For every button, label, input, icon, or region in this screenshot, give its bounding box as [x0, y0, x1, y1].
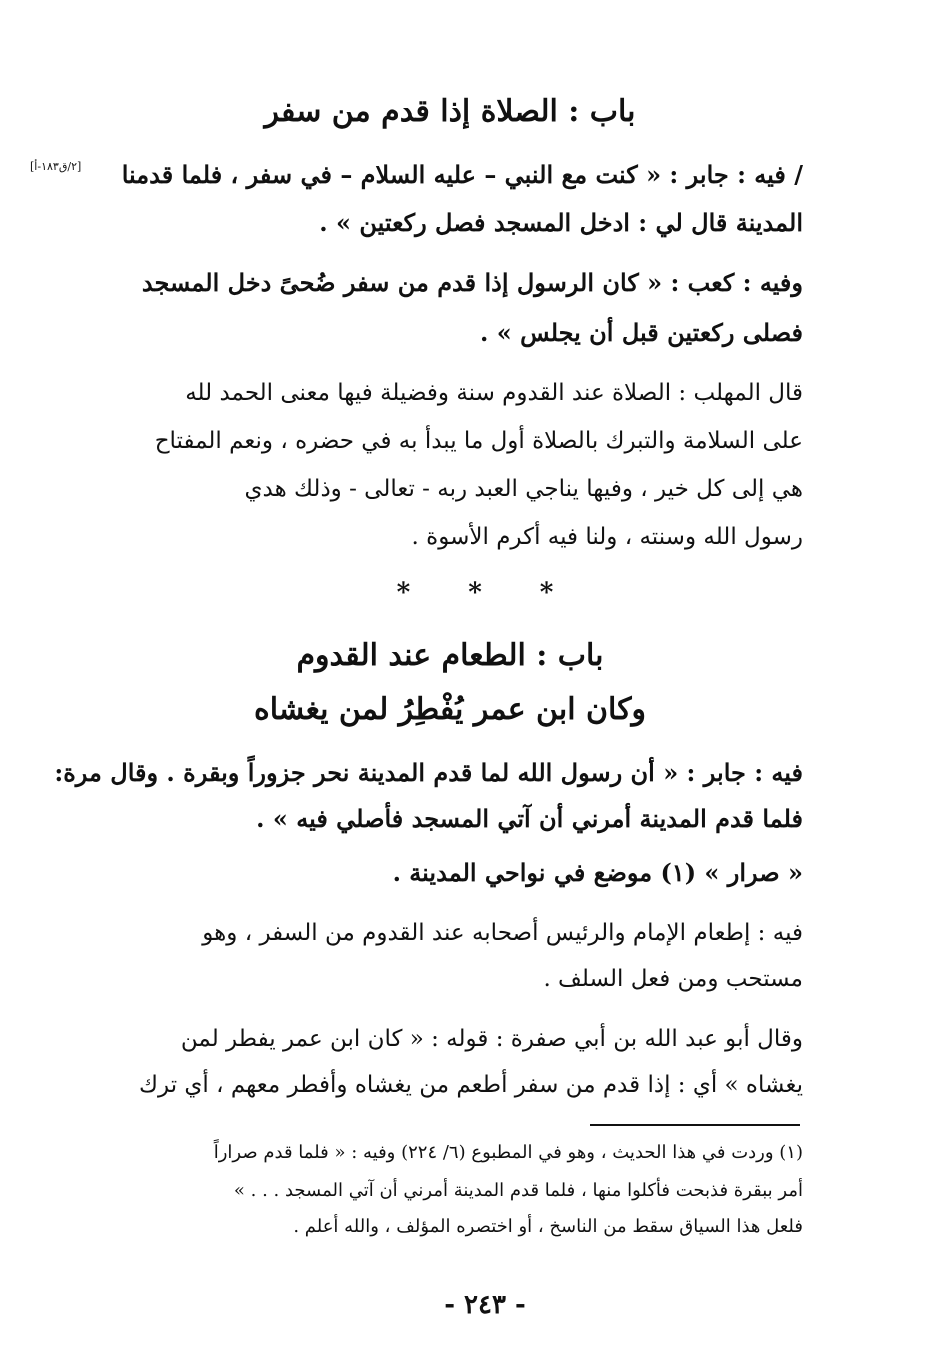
separator-star: * — [468, 578, 482, 608]
commentary-abu-sufra-line-1: وقال أبو عبد الله بن أبي صفرة : قوله : « كان ابن عمر يفطر لمن — [180, 1026, 803, 1052]
footnote-divider — [590, 1124, 800, 1126]
separator-star: * — [539, 578, 554, 608]
chapter-heading-prayer-on-arrival: باب : الصلاة إذا قدم من سفر — [264, 94, 636, 129]
hadith-kaab-line-2: فصلى ركعتين قبل أن يجلس » . — [480, 318, 803, 347]
footnote-line-2: أمر ببقرة فذبحت فأكلوا منها ، فلما قدم المدينة أمرني أن آتي المسجد . . . » — [233, 1180, 803, 1201]
page-number: - ٢٤٣ - — [444, 1290, 526, 1320]
footnote-line-1: (١) وردت في هذا الحديث ، وهو في المطبوع (٦/ ٢٢٤) وفيه : « فلما قدم صراراً — [213, 1142, 803, 1163]
hadith-kaab-line-1: وفيه : كعب : « كان الرسول إذا قدم من سفر ضُحىً دخل المسجد — [141, 268, 803, 297]
commentary-muhallab-line-4: رسول الله وسنته ، ولنا فيه أكرم الأسوة . — [411, 524, 803, 550]
hadith-jabir-camel-line-2: فلما قدم المدينة أمرني أن آتي المسجد فأصلي فيه » . — [256, 804, 803, 833]
manuscript-margin-reference: [٢/ق١٨٣-أ] — [30, 160, 82, 173]
commentary-feeding-line-2: مستحب ومن فعل السلف . — [543, 966, 803, 992]
section-separator — [300, 578, 650, 608]
hadith-jabir-line-2: المدينة قال لي : ادخل المسجد فصل ركعتين » . — [319, 208, 803, 237]
chapter-subheading-ibn-umar: وكان ابن عمر يُفْطِرُ لمن يغشاه — [254, 692, 646, 727]
commentary-abu-sufra-line-2: يغشاه » أي : إذا قدم من سفر أطعم من يغشاه وأفطر معهم ، أي ترك — [139, 1072, 803, 1098]
commentary-muhallab-line-1: قال المهلب : الصلاة عند القدوم سنة وفضيلة فيها معنى الحمد لله — [185, 380, 803, 406]
hadith-jabir-line-1: / فيه : جابر : « كنت مع النبي – عليه السلام – في سفر ، فلما قدمنا — [121, 160, 803, 189]
commentary-muhallab-line-2: على السلامة والتبرك بالصلاة أول ما يبدأ به في حضره ، ونعم المفتاح — [154, 428, 803, 454]
commentary-feeding-line-1: فيه : إطعام الإمام والرئيس أصحابه عند القدوم من السفر ، وهو — [202, 920, 803, 946]
hadith-jabir-camel-line-1: فيه : جابر : « أن رسول الله لما قدم المدينة نحر جزوراً وبقرة . وقال مرة: — [54, 758, 803, 787]
sirar-definition: « صرار » (١) موضع في نواحي المدينة . — [392, 858, 803, 887]
chapter-heading-food-on-arrival: باب : الطعام عند القدوم — [296, 638, 604, 673]
commentary-muhallab-line-3: هي إلى كل خير ، وفيها يناجي العبد ربه - تعالى - وذلك هدي — [244, 476, 803, 502]
footnote-line-3: فلعل هذا السياق سقط من الناسخ ، أو اختصره المؤلف ، والله أعلم . — [293, 1216, 803, 1237]
separator-star: * — [396, 578, 411, 608]
